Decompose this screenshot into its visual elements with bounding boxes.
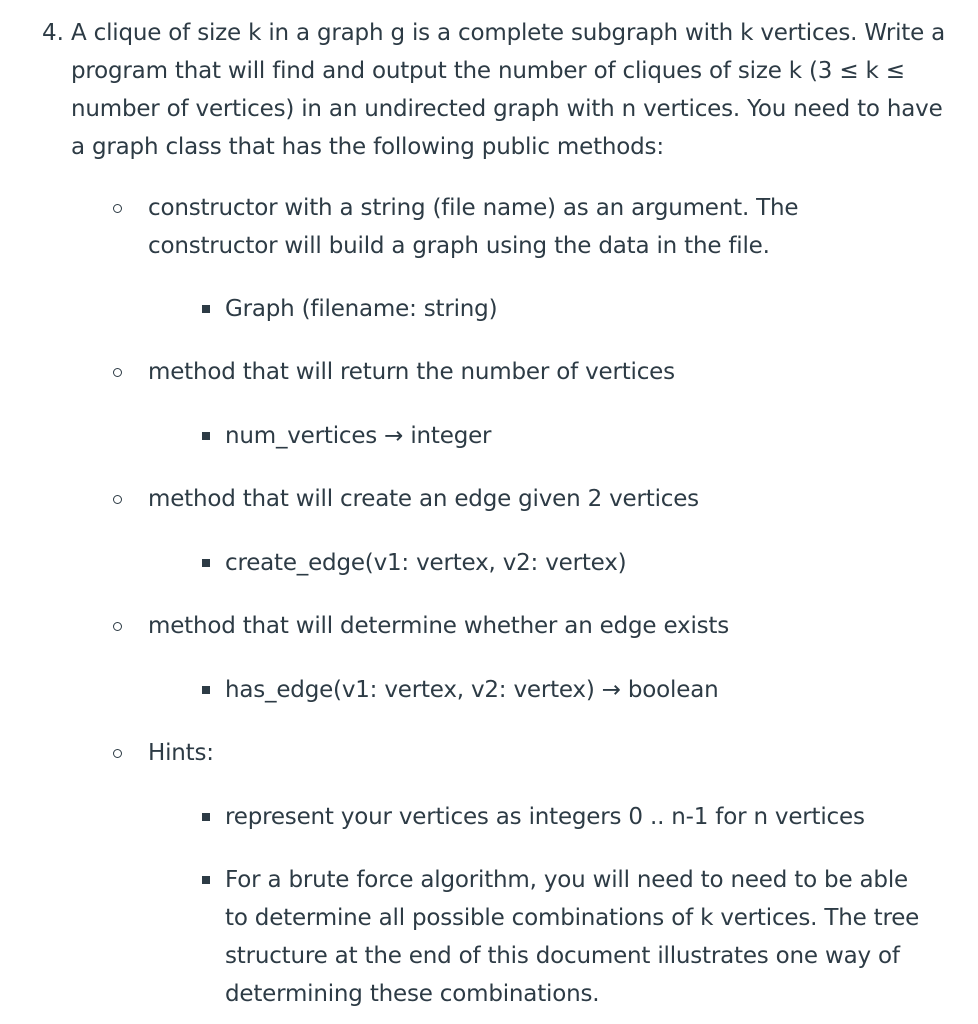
circle-bullet-icon	[113, 622, 122, 631]
hint-item: represent your vertices as integers 0 .. n-1 for n vertices	[225, 804, 865, 830]
hints-label: Hints:	[148, 740, 214, 766]
method-description: method that will determine whether an edge exists	[148, 613, 730, 639]
circle-bullet-icon	[113, 749, 122, 758]
method-signature: Graph (filename: string)	[225, 296, 498, 322]
question-text: A clique of size k in a graph g is a complete subgraph with k vertices. Write a program that will find and output the number of cliques of size k (3 ≤ k ≤ number of vertices) in an undirected graph with n vertices. You need to have a graph class that has the following public methods:	[71, 20, 946, 160]
hint-item: For a brute force algorithm, you will need to need to be able to determine all possible combinations of k vertices. The tree structure at the end of this document illustrates one way of determining these combinations.	[225, 867, 920, 1007]
question-number: 4.	[42, 20, 64, 46]
square-bullet-icon	[202, 686, 210, 694]
method-description: constructor with a string (file name) as an argument. The constructor will build a graph using the data in the file.	[148, 195, 799, 259]
method-description: method that will return the number of vertices	[148, 359, 675, 385]
square-bullet-icon	[202, 813, 210, 821]
square-bullet-icon	[202, 432, 210, 440]
square-bullet-icon	[202, 305, 210, 313]
method-description: method that will create an edge given 2 vertices	[148, 486, 699, 512]
circle-bullet-icon	[113, 368, 122, 377]
method-signature: has_edge(v1: vertex, v2: vertex) → boolean	[225, 677, 719, 703]
square-bullet-icon	[202, 559, 210, 567]
method-signature: create_edge(v1: vertex, v2: vertex)	[225, 550, 627, 576]
circle-bullet-icon	[113, 495, 122, 504]
circle-bullet-icon	[113, 204, 122, 213]
method-signature: num_vertices → integer	[225, 423, 492, 449]
square-bullet-icon	[202, 876, 210, 884]
